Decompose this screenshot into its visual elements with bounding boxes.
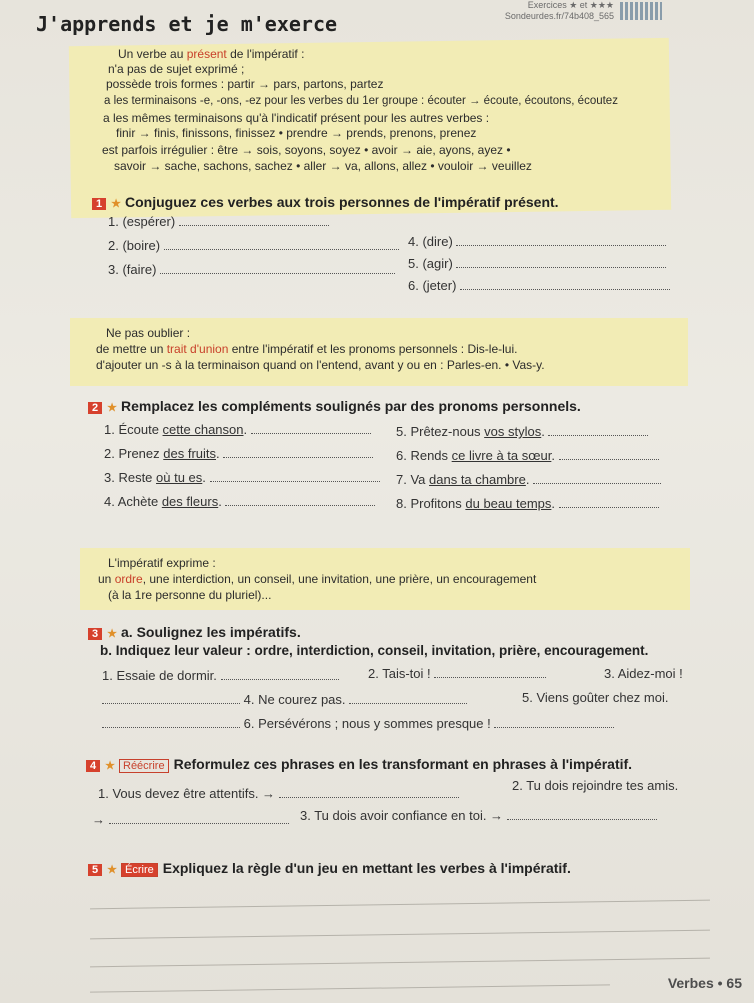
- ex2-item-6: 6. Rends ce livre à ta sœur.: [396, 448, 659, 463]
- difficulty-star-icon: ★: [107, 628, 117, 640]
- ex2-item-1: 1. Écoute cette chanson.: [104, 422, 371, 437]
- ex4-item-2-answer: →: [92, 812, 289, 827]
- ex4-item-2: 2. Tu dois rejoindre tes amis.: [512, 778, 679, 793]
- answer-blank[interactable]: [434, 667, 546, 678]
- answer-blank[interactable]: [559, 449, 659, 460]
- page-title: J'apprends et je m'exerce: [36, 12, 338, 36]
- answer-blank[interactable]: [507, 809, 657, 820]
- answer-blank[interactable]: [559, 497, 659, 508]
- exercise-4-title: Reformulez ces phrases en les transformant en phrases à l'impératif.: [173, 756, 633, 772]
- ex2-item-2: 2. Prenez des fruits.: [104, 446, 373, 461]
- exercises-label: Exercices ★ et ★★★: [527, 0, 614, 10]
- ex1-item-5: 5. (agir): [408, 256, 666, 271]
- answer-blank[interactable]: [456, 235, 666, 246]
- write-tag: Écrire: [121, 863, 158, 877]
- answer-blank[interactable]: [460, 279, 670, 290]
- ex3-item-4: 4. Ne courez pas.: [102, 692, 467, 707]
- answer-blank[interactable]: [164, 239, 399, 250]
- answer-blank[interactable]: [548, 425, 648, 436]
- answer-blank[interactable]: [221, 669, 339, 680]
- rule1-bullet-5: est parfois irrégulier : être → sois, soyons, soyez • avoir → aie, ayons, ayez •: [102, 143, 511, 157]
- difficulty-star-icon: ★: [107, 864, 117, 876]
- exercise-4-number: 4: [86, 760, 100, 772]
- rule1-intro: Un verbe au présent de l'impératif :: [118, 47, 305, 61]
- writing-line[interactable]: [90, 984, 610, 992]
- exercise-5-title: Expliquez la règle d'un jeu en mettant les verbes à l'impératif.: [162, 860, 571, 876]
- ex2-item-5: 5. Prêtez-nous vos stylos.: [396, 424, 648, 439]
- rule1-bullet-4: a les mêmes terminaisons qu'à l'indicatif présent pour les autres verbes :: [103, 111, 490, 125]
- answer-blank[interactable]: [533, 473, 661, 484]
- exercise-3-heading: [88, 624, 301, 640]
- ex2-item-3: 3. Reste où tu es.: [104, 470, 380, 485]
- ex3-item-3: 3. Aidez-moi !: [604, 666, 683, 681]
- ex3-item-6: 6. Persévérons ; nous y sommes presque !: [102, 716, 614, 731]
- answer-blank[interactable]: [223, 447, 373, 458]
- rule1-bullet-2: possède trois formes : partir → pars, partons, partez: [106, 77, 384, 91]
- exercise-4-heading: [86, 756, 632, 773]
- exercise-1-title: Conjuguez ces verbes aux trois personnes de l'impératif présent.: [125, 194, 559, 210]
- exercise-2-number: 2: [88, 402, 102, 414]
- ex1-item-6: 6. (jeter): [408, 278, 670, 293]
- rule1-bullet-5-examples: savoir → sache, sachons, sachez • aller → va, allons, allez • vouloir → veuillez: [114, 159, 532, 173]
- rule3-bullet-1-cont: (à la 1re personne du pluriel)...: [108, 588, 272, 602]
- ex4-item-3: 3. Tu dois avoir confiance en toi. →: [300, 808, 657, 823]
- ex3-item-1: 1. Essaie de dormir.: [102, 668, 339, 683]
- ex2-item-8: 8. Profitons du beau temps.: [396, 496, 659, 511]
- answer-blank[interactable]: [109, 813, 289, 824]
- answer-blank[interactable]: [102, 717, 240, 728]
- exercise-3-title-b: b. Indiquez leur valeur : ordre, interdiction, conseil, invitation, prière, encouragement.: [100, 643, 649, 658]
- exercise-1-heading: [92, 194, 559, 210]
- exercise-3-number: 3: [88, 628, 102, 640]
- exercise-5-heading: [88, 860, 571, 877]
- rule2-bullet-1: de mettre un trait d'union entre l'impératif et les pronoms personnels : Dis-le-lui.: [96, 342, 518, 356]
- rule3-title: L'impératif exprime :: [108, 556, 216, 570]
- answer-blank[interactable]: [456, 257, 666, 268]
- answer-blank[interactable]: [251, 423, 371, 434]
- exercise-2-title: Remplacez les compléments soulignés par des pronoms personnels.: [121, 398, 581, 414]
- resource-code: Sondeurdes.fr/74b408_565: [504, 11, 614, 21]
- answer-blank[interactable]: [279, 787, 459, 798]
- ex1-item-1: 1. (espérer): [108, 214, 329, 229]
- rule1-bullet-4-examples: finir → finis, finissons, finissez • prendre → prends, prenons, prenez: [116, 126, 477, 140]
- answer-blank[interactable]: [225, 495, 375, 506]
- ex2-item-7: 7. Va dans ta chambre.: [396, 472, 661, 487]
- difficulty-star-icon: ★: [111, 198, 121, 210]
- exercise-2-heading: [88, 398, 581, 414]
- answer-blank[interactable]: [494, 717, 614, 728]
- page-footer: Verbes • 65: [667, 975, 742, 991]
- rule3-bullet-1: un ordre, une interdiction, un conseil, une invitation, une prière, un encouragement: [98, 572, 537, 586]
- writing-line[interactable]: [90, 958, 710, 968]
- ex4-item-1: 1. Vous devez être attentifs. →: [98, 786, 459, 801]
- writing-line[interactable]: [90, 930, 710, 940]
- answer-blank[interactable]: [102, 693, 240, 704]
- rule1-bullet-3: a les terminaisons -e, -ons, -ez pour les verbes du 1er groupe : écouter → écoute, écoutons, écoutez: [104, 95, 618, 107]
- answer-blank[interactable]: [210, 471, 380, 482]
- difficulty-star-icon: ★: [107, 402, 117, 414]
- ex3-item-2: 2. Tais-toi !: [368, 666, 546, 681]
- rule2-title: Ne pas oublier :: [106, 326, 191, 340]
- ex3-item-5: 5. Viens goûter chez moi.: [522, 690, 669, 705]
- ex2-item-4: 4. Achète des fleurs.: [104, 494, 375, 509]
- answer-blank[interactable]: [349, 693, 467, 704]
- ex1-item-2: 2. (boire): [108, 238, 399, 253]
- header-links: [505, 0, 614, 22]
- answer-blank[interactable]: [179, 215, 329, 226]
- rewrite-tag: Réécrire: [119, 759, 169, 773]
- exercise-5-number: 5: [88, 864, 102, 876]
- difficulty-star-icon: ★: [105, 760, 115, 772]
- ex1-item-3: 3. (faire): [108, 262, 395, 277]
- answer-blank[interactable]: [160, 263, 395, 274]
- rule2-bullet-2: d'ajouter un -s à la terminaison quand on l'entend, avant y ou en : Parles-en. • Vas-y.: [96, 358, 545, 372]
- writing-line[interactable]: [90, 900, 710, 910]
- rule1-bullet-1: n'a pas de sujet exprimé ;: [108, 62, 245, 76]
- ex1-item-4: 4. (dire): [408, 234, 666, 249]
- exercise-1-number: 1: [92, 198, 106, 210]
- exercise-3-title-a: a. Soulignez les impératifs.: [121, 624, 301, 640]
- qr-code-icon: [620, 2, 662, 20]
